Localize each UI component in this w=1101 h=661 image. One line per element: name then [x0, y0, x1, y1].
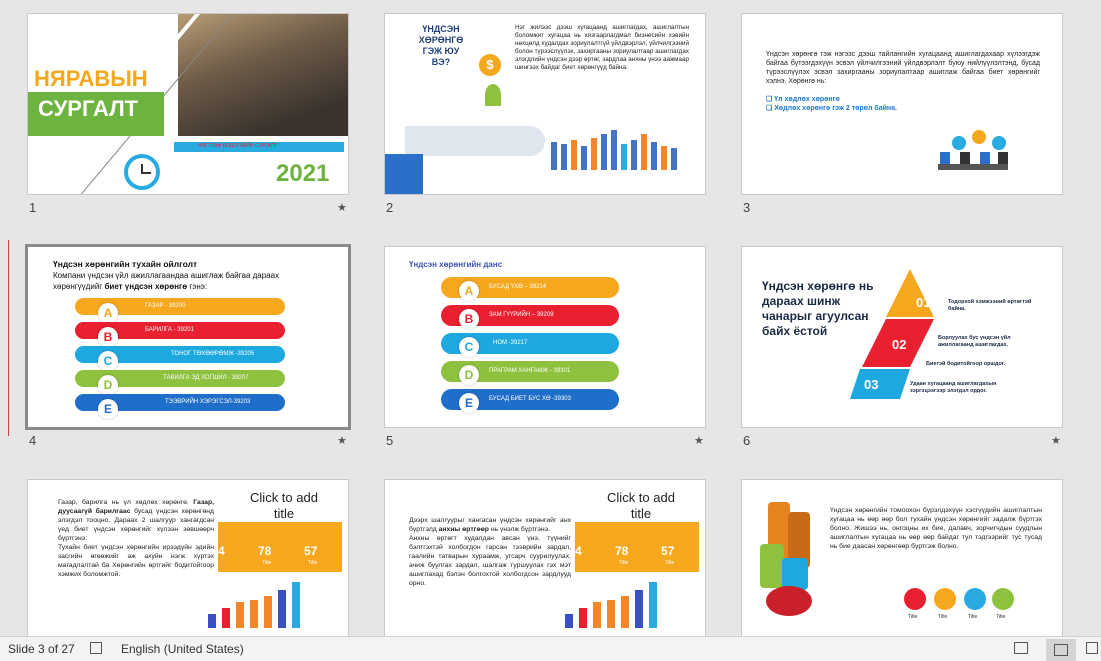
slide7-stat-band: [218, 522, 342, 572]
slide-number-3: 3: [743, 200, 751, 215]
slide8-chart: [565, 576, 685, 628]
slide5-pill-c: НОМ -39217: [441, 333, 619, 354]
plant-icon: [485, 84, 501, 106]
slide5-bubble-a: A: [459, 281, 479, 301]
slide-thumb-3[interactable]: [741, 13, 1063, 195]
slide4-title: Үндсэн хөрөнгийн тухайн ойлголт: [53, 259, 198, 269]
slide4-text2: биет үндсэн хөрөнгө: [104, 282, 188, 291]
slide9-text: Үндсэн хөрөнгийн томоохон бүрэлдэхүүн хэсгүүдийн ашиглалтын хугацаа нь өөр өөр бол тухайн үндсэн хөрөнгийг задалж бүртгэх болно. Жишээ нь, онгоцны их бие, далавч, зорчигчдын суудлын ашиглалтын хугацаа нь өөр өөр байдаг тул тэдгээрийг тус тусад нь бие даасан хөрөнгөөр бүртгэж болно.: [830, 507, 1042, 550]
reading-view-icon[interactable]: [1086, 642, 1098, 654]
slide8-t1b: анхны өртгөөр: [438, 526, 489, 533]
pyramid-segment-3: [850, 369, 910, 399]
notes-icon[interactable]: [90, 642, 102, 654]
slide6-text1: Тодорхой хэмжээний өртөгтэй байна.: [948, 299, 1032, 312]
slide-thumb-7[interactable]: [27, 479, 349, 636]
photo-street: [178, 14, 349, 136]
people-icon: [912, 130, 1032, 184]
slide8-t2: Анхны өртөгт худалдан авсан үнэ, түүнийг бэлтгэхтэй холбогдон гарсан тээврийн зардал, гаалийн татварын хураамж, угсарч суурилуулах, ачиж буулгах зардал, шалгаж туршуулах гэх мэт ашиглахад бэлэн болгохтой холбогдсон зардлууд орно.: [409, 535, 571, 587]
star-icon[interactable]: ★: [337, 435, 347, 447]
status-bar: [0, 636, 1101, 661]
slide5-bubble-d: D: [459, 365, 479, 385]
slide5-title: Үндсэн хөрөнгийн данс: [409, 260, 503, 269]
title-line1: НЯРАВЫН: [34, 66, 148, 91]
slide6-text2b: Биетэй бодитойгоор оршдог.: [926, 361, 1006, 367]
slide4-bubble-a: A: [98, 303, 118, 323]
clock-icon: [124, 154, 160, 190]
subtitle: НЯГТЛАН БОДОГЧИЙН СУРГАЛТ: [198, 143, 278, 149]
pyramid-num-3: 03: [864, 377, 879, 392]
title-line2: СУРГАЛТ: [38, 96, 139, 121]
slide-number-4: 4: [29, 433, 37, 448]
slide7-t3: бусад үндсэн хөрөнгөнд элэгдэл тооцно. Дараах 2 шалгуур хангагдсан үед биет үндсэн хөрөнгийг хүлээн зөвшөөрч бүртгэнэ:: [58, 508, 215, 542]
slide-thumb-5[interactable]: [384, 246, 706, 428]
slide4-pill-c: ТОНОГ ТӨХӨӨРӨМЖ -39205: [75, 346, 285, 363]
slide7-text: [58, 498, 214, 579]
slide3-bullet2-wrap: ❑ Хөдлөх хөрөнгө гэж 2 төрөл байна.: [766, 105, 897, 112]
slide8-label2: Title: [665, 560, 675, 566]
slide7-title-placeholder[interactable]: Click to add title: [250, 490, 318, 521]
slide3-bullet1: Үл хөдлөх хөрөнгө: [774, 96, 840, 103]
slide5-bubble-e: E: [459, 393, 479, 413]
slide9-lbl4: Title: [996, 614, 1006, 620]
slide7-t2: Газар, дуусаагүй барилгаас: [58, 499, 214, 515]
star-icon[interactable]: ★: [1051, 435, 1061, 447]
star-icon[interactable]: ★: [694, 435, 704, 447]
slide4-bubble-b: B: [98, 327, 118, 347]
slide-number-5: 5: [386, 433, 394, 448]
slide-thumb-8[interactable]: [384, 479, 706, 636]
slide7-t4: Тухайн биет үндсэн хөрөнгийн ирээдүйн эдийн засгийн өгөөжийг аж ахуйн нэгж хүртэх магадлалтай ба Хөрөнгийн өртгийг бодитойгоор хэмжих боломжтой.: [58, 544, 214, 578]
slide7-stat0: 4: [218, 544, 225, 558]
slide-number-1: 1: [29, 200, 37, 215]
slide4-bubble-c: C: [98, 351, 118, 371]
slide4-bubble-e: E: [98, 399, 118, 419]
slide4-pill-a: ГАЗАР - 39200: [75, 298, 285, 315]
slide9-icon-2: [934, 588, 956, 610]
slide7-stat2: 57: [304, 544, 318, 558]
slide-thumb-2[interactable]: [384, 13, 706, 195]
year: 2021: [276, 160, 330, 187]
slide8-text: [409, 516, 571, 588]
slide3-bullet1-wrap: ❑ Үл хөдлөх хөрөнгө: [766, 96, 840, 103]
slide8-stat0: 4: [575, 544, 582, 558]
hand-icon: [405, 126, 545, 156]
slide4-pill-b: БАРИЛГА - 39201: [75, 322, 285, 339]
pyramid-num-1: 01: [916, 295, 931, 310]
slide8-stat1: 78: [615, 544, 629, 558]
slide-number-6: 6: [743, 433, 751, 448]
slide4-text3: гэнэ:: [189, 282, 208, 291]
slide4-text1: Компани үндсэн үйл ажиллагаандаа ашиглаж байгаа дараах хөрөнгүүдийг: [53, 271, 280, 291]
slide4-bubble-d: D: [98, 375, 118, 395]
slide5-bubble-c: C: [459, 337, 479, 357]
slide5-pill-b: ЗАМ ГҮҮРИЙН – 39209: [441, 305, 619, 326]
slide4-text: [53, 270, 323, 292]
slide-thumb-9[interactable]: [741, 479, 1063, 636]
slide7-stat1: 78: [258, 544, 272, 558]
slide9-lbl1: Title: [908, 614, 918, 620]
slide7-label2: Title: [308, 560, 318, 566]
slide5-bubble-b: B: [459, 309, 479, 329]
slide5-pill-e: БУСАД БИЕТ БУС ХӨ -39303: [441, 389, 619, 410]
slide-thumb-6[interactable]: [741, 246, 1063, 428]
slide6-title: Үндсэн хөрөнгө нь дараах шинж чанарыг агуулсан байх ёстой: [762, 279, 874, 338]
cylinder-graphic: [760, 502, 820, 622]
slide8-label1: Title: [619, 560, 629, 566]
slide4-pill-d: ТАВИЛГА ЭД ХОГШИЛ - 39207: [75, 370, 285, 387]
slide2-text: Нэг жилээс дээш хугацаанд ашиглагдах, ашиглалтын боломжит хугацаа нь хязгаарлагдмал бизнесийн хэвийн нөхцөлд худалдах зориулалтгүй үйлдвэрлэл, үйлчилгээний болон түрээслүүлэх, захиргааны зориулалтаар ашиглагдах элэгдлийн үндсэн дээр өртөг, зардлаа анхны үнээ аажмаар шингээх байдаг биет хөрөнгүүд байна.: [515, 24, 689, 71]
normal-view-icon[interactable]: [1014, 642, 1028, 654]
slide5-pill-d: ПРАГРАМ ХАНГАМЖ - 39301: [441, 361, 619, 382]
section-marker: [8, 240, 9, 436]
slide-thumb-1[interactable]: [27, 13, 349, 195]
slide-number-2: 2: [386, 200, 394, 215]
slide2-chart: [551, 118, 693, 170]
slide9-lbl2: Title: [938, 614, 948, 620]
slide7-label1: Title: [262, 560, 272, 566]
slide6-text3: Удаан хугацаанд ашиглагдахын зэргэцээгээр элэгдэл ордог.: [910, 381, 997, 394]
slide-counter: Slide 3 of 27: [8, 642, 75, 656]
slide7-chart: [208, 576, 328, 628]
slide6-text2: Борлуулах бус үндсэн үйл ажиллагаанд ашиглагдах.: [938, 335, 1011, 348]
slide9-lbl3: Title: [968, 614, 978, 620]
slide-thumb-4[interactable]: [25, 244, 351, 430]
slide3-bullet2: Хөдлөх хөрөнгө гэж 2 төрөл байна.: [774, 105, 897, 112]
pyramid-num-2: 02: [892, 337, 907, 352]
slide3-text: Үндсэн хөрөнгө гэж нэгээс дээш тайлангийн хугацаанд ашиглагдахаар хүлээгдэж байгаа бүтээгдэхүүн эсвэл үйлчилгээний үйлдвэрлэлт буюу нийлүүлэлтэнд, бусад түрээслүүлэх эсвэл захиргааны зориулалтаар ашиглаж байгаа биет хөрөнгийг хэлнэ. Хөрөнгө нь:: [766, 51, 1040, 85]
dollar-icon: $: [479, 54, 501, 76]
sleeve-icon: [385, 154, 423, 195]
slide8-t1c: нь үнэлж бүртгэнэ.: [490, 526, 550, 533]
slide7-t1: Газар, барилга нь үл хөдлөх хөрөнгө.: [58, 499, 189, 506]
slide9-icon-4: [992, 588, 1014, 610]
slide8-stat-band: [575, 522, 699, 572]
slide8-t1: Дээрх шалгуурыг хангасан үндсэн хөрөнгийг анх бүртгэлд: [409, 517, 571, 533]
slide9-icon-1: [904, 588, 926, 610]
slide8-title-placeholder[interactable]: Click to add title: [607, 490, 675, 521]
slide5-pill-a: БУСАД ҮХӨ – 39214: [441, 277, 619, 298]
slide2-title: ҮНДСЭН ХӨРӨНГӨ ГЭЖ ЮУ ВЭ?: [418, 24, 464, 67]
star-icon[interactable]: ★: [337, 202, 347, 214]
slide4-pill-e: ТЭЭВРИЙН ХЭРЭГСЭЛ-39203: [75, 394, 285, 411]
language-label[interactable]: English (United States): [121, 642, 244, 656]
slide8-stat2: 57: [661, 544, 675, 558]
slide9-icon-3: [964, 588, 986, 610]
slide-sorter-icon[interactable]: [1046, 639, 1076, 661]
